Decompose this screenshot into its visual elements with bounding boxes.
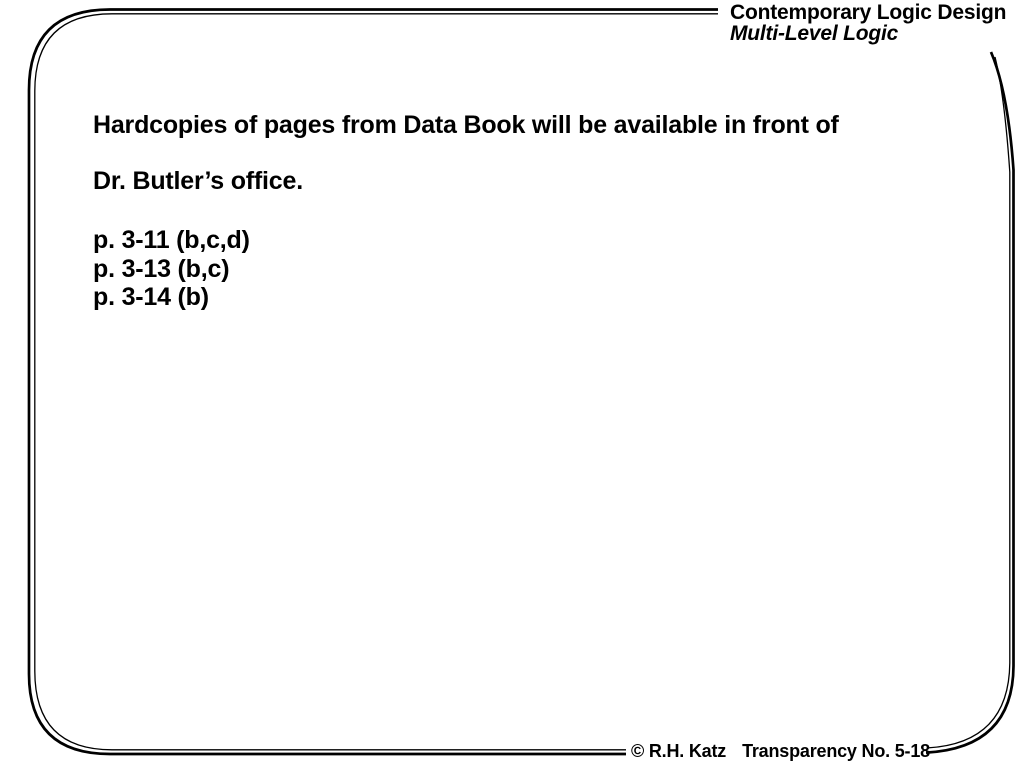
body-line-1: Hardcopies of pages from Data Book will be available in front of xyxy=(93,111,839,139)
slide-header xyxy=(730,3,1006,45)
transparency-number: Transparency No. 5-18 xyxy=(742,741,930,761)
frame-right-inner-line xyxy=(928,57,1010,748)
page-reference: p. 3-11 (b,c,d) xyxy=(93,226,250,254)
copyright-text: © R.H. Katz xyxy=(631,741,727,761)
page-reference-list xyxy=(93,226,250,312)
slide-footer xyxy=(631,741,930,761)
course-title: Contemporary Logic Design xyxy=(730,1,1007,24)
page-reference: p. 3-14 (b) xyxy=(93,283,209,312)
page-reference: p. 3-13 (b,c) xyxy=(93,254,230,283)
body-line-2: Dr. Butler’s office. xyxy=(93,167,303,195)
frame-right-outer-line xyxy=(926,52,1014,753)
chapter-title: Multi-Level Logic xyxy=(730,21,899,45)
